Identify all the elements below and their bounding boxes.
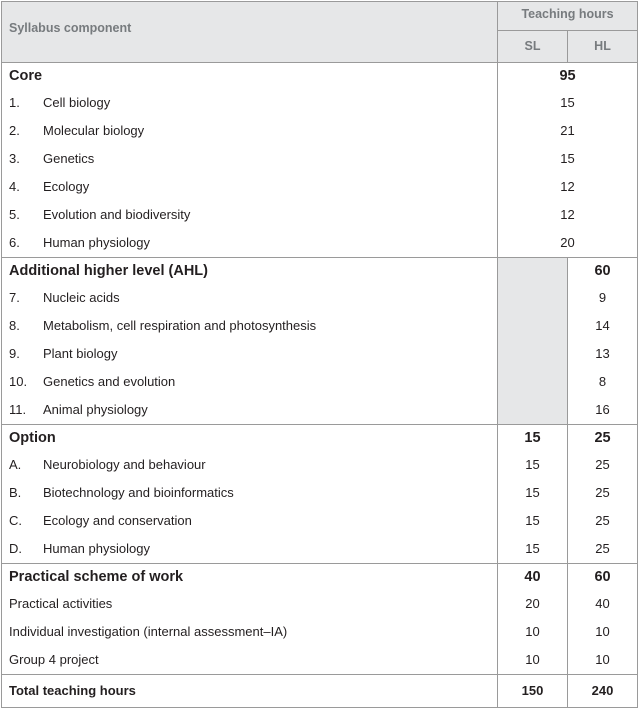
hours-value: 21: [560, 123, 575, 138]
list-item: A. Neurobiology and behaviour: [9, 457, 206, 472]
option-title: Option: [9, 430, 56, 446]
list-item: 10. Genetics and evolution: [9, 374, 176, 389]
option-total-sl: 15: [524, 430, 541, 446]
header-teaching-hours: Teaching hours: [498, 2, 638, 31]
practical-sl-hours: [498, 564, 568, 675]
practical-total-hl: 60: [594, 569, 611, 585]
section-practical: [2, 564, 638, 675]
hours-value: 15: [525, 513, 540, 528]
list-item: 9. Plant biology: [9, 346, 118, 361]
hours-value: 12: [560, 179, 575, 194]
hours-value: 20: [525, 596, 540, 611]
header-hl: HL: [568, 30, 638, 62]
total-sl: 150: [498, 675, 568, 708]
hours-value: 10: [525, 624, 540, 639]
section-ahl: [2, 258, 638, 425]
ahl-total-hl: 60: [594, 263, 611, 279]
total-hl: 240: [568, 675, 638, 708]
ahl-sl-shaded: [498, 258, 568, 425]
hours-value: 25: [595, 485, 610, 500]
list-item: 4. Ecology: [9, 179, 90, 194]
practical-total-sl: 40: [524, 569, 541, 585]
hours-value: 15: [560, 95, 575, 110]
header-component: Syllabus component: [9, 21, 132, 35]
total-row: [2, 675, 638, 708]
total-label: Total teaching hours: [2, 675, 498, 708]
ahl-hl-hours: [568, 258, 638, 425]
hours-value: 10: [525, 652, 540, 667]
hours-value: 25: [595, 541, 610, 556]
hours-value: 12: [560, 207, 575, 222]
hours-value: 14: [595, 318, 610, 333]
hours-value: 16: [595, 402, 610, 417]
list-item: Group 4 project: [9, 652, 99, 667]
section-core: [2, 63, 638, 258]
option-total-hl: 25: [594, 430, 611, 446]
list-item: 3. Genetics: [9, 151, 95, 166]
option-sl-hours: [498, 425, 568, 564]
hours-value: 25: [595, 513, 610, 528]
list-item: 6. Human physiology: [9, 235, 150, 250]
list-item: D. Human physiology: [9, 541, 150, 556]
hours-value: 40: [595, 596, 610, 611]
core-title: Core: [9, 68, 43, 84]
list-item: 7. Nucleic acids: [9, 290, 120, 305]
header-sl: SL: [498, 30, 568, 62]
list-item: 1. Cell biology: [9, 95, 111, 110]
core-hours: [498, 63, 638, 258]
option-labels: [2, 425, 498, 564]
option-hl-hours: [568, 425, 638, 564]
list-item: 8. Metabolism, cell respiration and photosynthesis: [9, 318, 317, 333]
header-row: [2, 2, 638, 31]
hours-value: 15: [525, 485, 540, 500]
list-item: Practical activities: [9, 596, 113, 611]
hours-value: 9: [598, 290, 607, 305]
hours-value: 25: [595, 457, 610, 472]
hours-value: 15: [560, 151, 575, 166]
hours-value: 10: [595, 624, 610, 639]
list-item: Individual investigation (internal assessment–IA): [9, 624, 288, 639]
list-item: 5. Evolution and biodiversity: [9, 207, 191, 222]
hours-value: 15: [525, 457, 540, 472]
hours-value: 15: [525, 541, 540, 556]
hours-value: 20: [560, 235, 575, 250]
list-item: B. Biotechnology and bioinformatics: [9, 485, 234, 500]
ahl-labels: [2, 258, 498, 425]
core-labels: [2, 63, 498, 258]
core-total: 95: [559, 68, 576, 84]
practical-hl-hours: [568, 564, 638, 675]
syllabus-table: [1, 1, 638, 708]
hours-value: 13: [595, 346, 610, 361]
practical-title: Practical scheme of work: [9, 569, 184, 585]
list-item: C. Ecology and conservation: [9, 513, 192, 528]
hours-value: 10: [595, 652, 610, 667]
hours-value: 8: [598, 374, 607, 389]
header-component-cell: [2, 2, 498, 63]
list-item: 11. Animal physiology: [9, 402, 148, 417]
section-option: [2, 425, 638, 564]
practical-labels: [2, 564, 498, 675]
list-item: 2. Molecular biology: [9, 123, 145, 138]
ahl-title: Additional higher level (AHL): [9, 263, 208, 279]
